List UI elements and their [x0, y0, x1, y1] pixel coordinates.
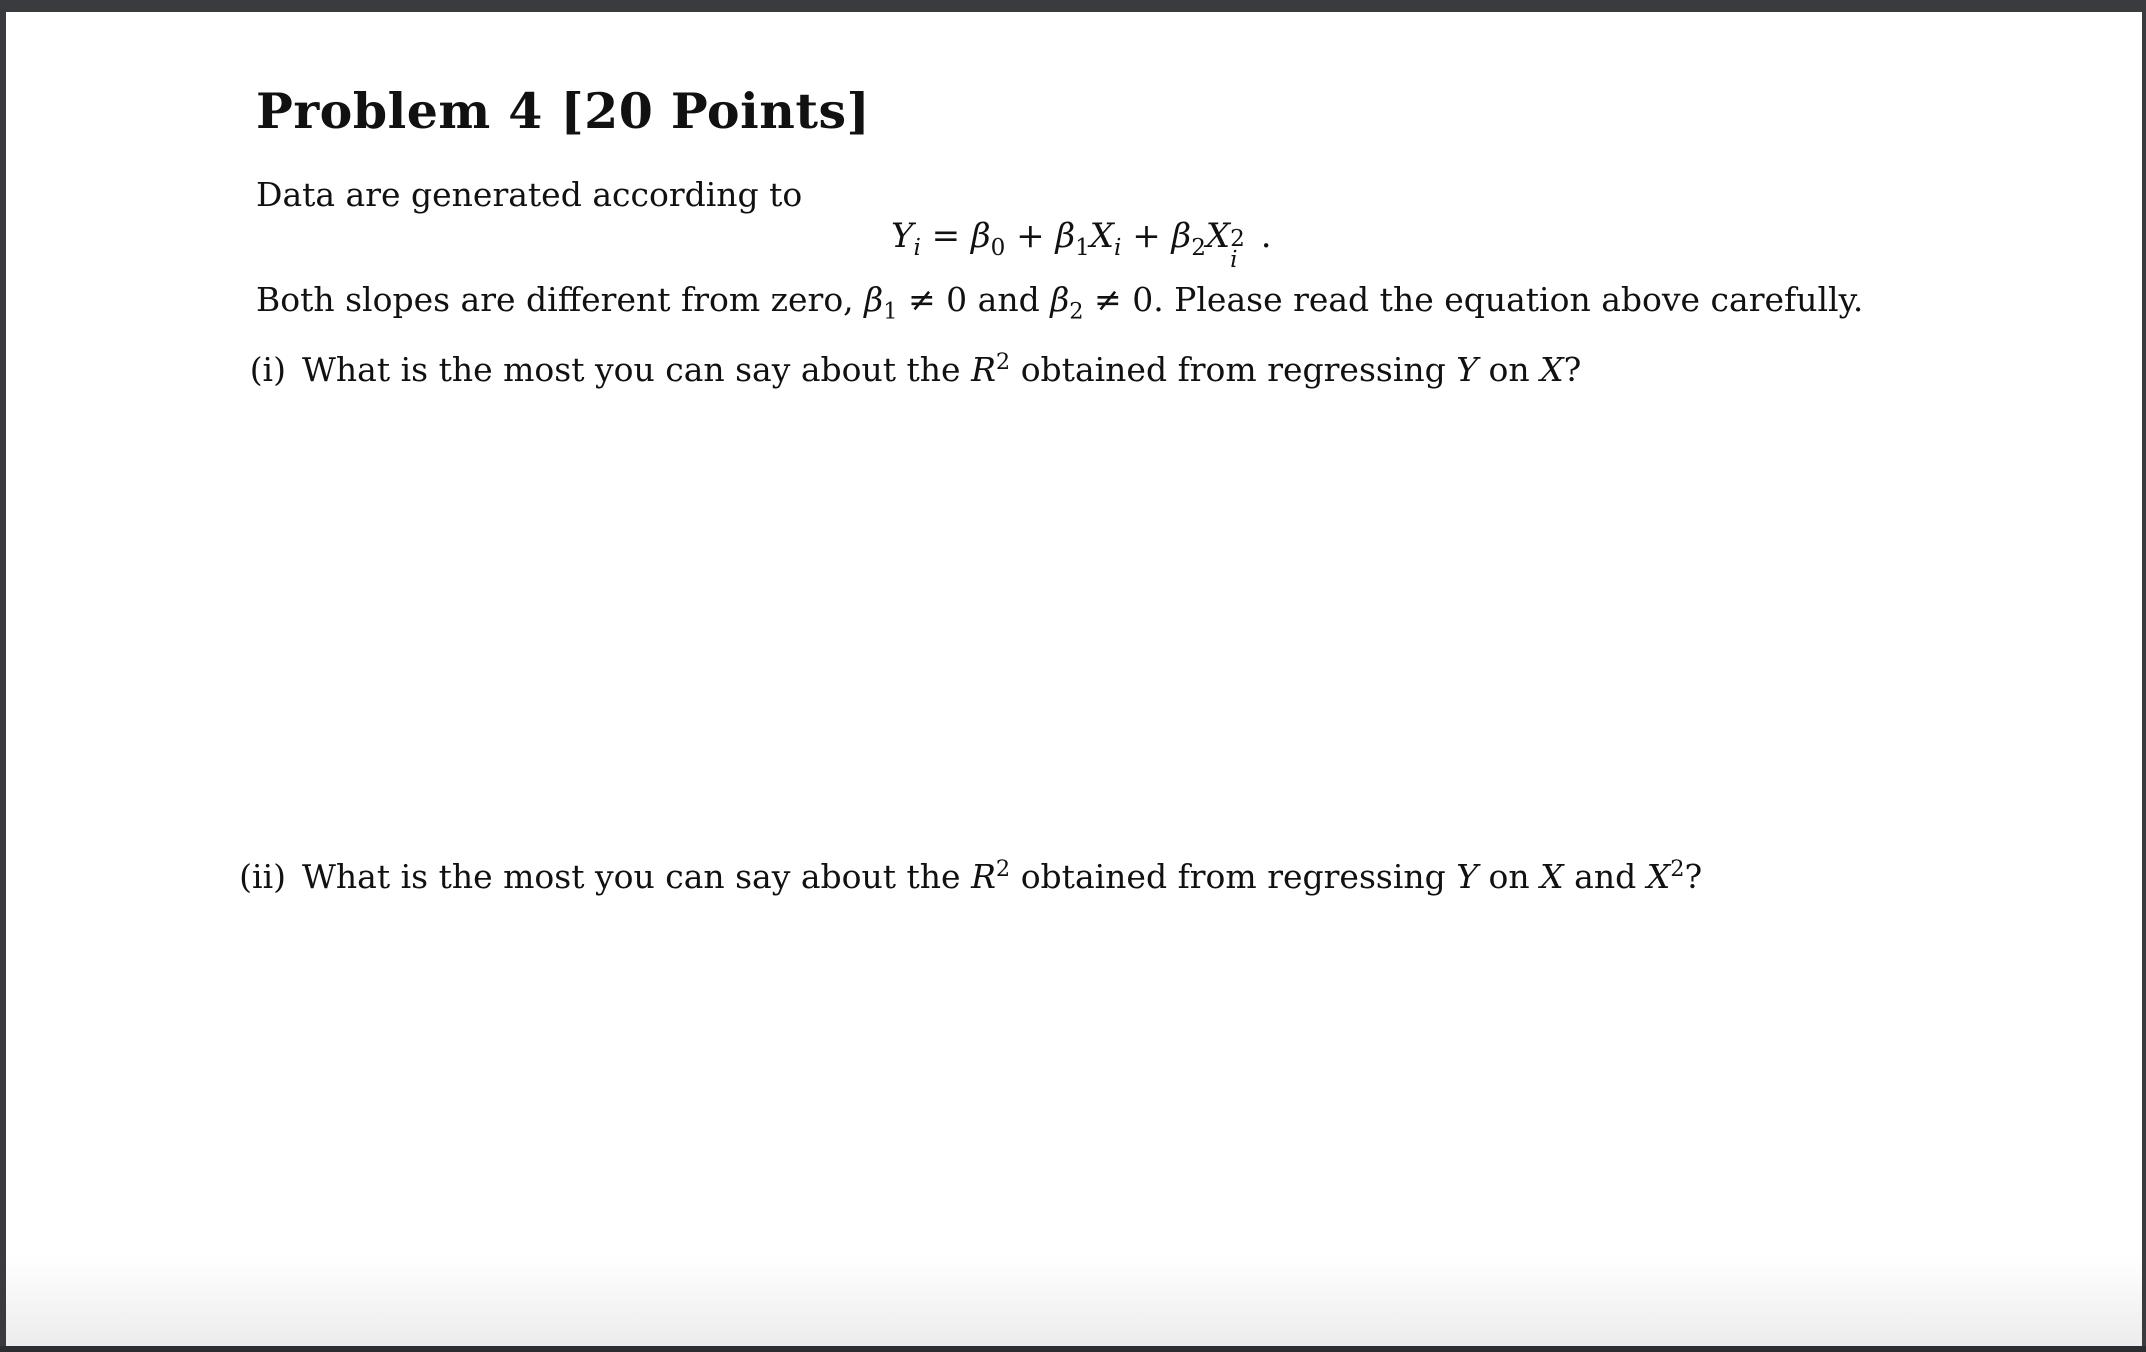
- eq-plus-1: +: [1005, 216, 1056, 256]
- eq-beta0: β: [970, 216, 991, 256]
- slopes-text-2: ≠ 0 and: [897, 280, 1051, 319]
- slopes-beta1: β: [864, 280, 884, 319]
- intro-text: Data are generated according to: [256, 175, 803, 214]
- slopes-statement: [256, 280, 1864, 325]
- eq-beta1: β: [1055, 216, 1076, 256]
- question-ii-text-1: What is the most you can say about the: [302, 857, 972, 896]
- question-i: [226, 350, 1581, 389]
- problem-title: Problem 4 [20 Points]: [256, 82, 871, 140]
- question-ii-y: Y: [1456, 857, 1479, 896]
- eq-beta2-sub: 2: [1191, 234, 1206, 261]
- question-i-on: on: [1478, 350, 1541, 389]
- eq-y: Y: [891, 216, 914, 256]
- question-ii-r: R: [971, 857, 996, 896]
- eq-period: .: [1260, 216, 1272, 256]
- document-page: [6, 12, 2142, 1346]
- page-bottom-fade: [6, 1256, 2142, 1346]
- eq-equals: =: [920, 216, 971, 256]
- slopes-text-1: Both slopes are different from zero,: [256, 280, 865, 319]
- eq-y-sub: i: [913, 234, 921, 261]
- eq-beta1-sub: 1: [1075, 234, 1090, 261]
- slopes-text-3: ≠ 0. Please read the equation above carefully.: [1083, 280, 1864, 319]
- question-ii-x2-sup: 2: [1670, 856, 1685, 882]
- viewer-bottom-edge: [0, 1346, 2146, 1352]
- question-ii-and: and: [1563, 857, 1647, 896]
- slopes-beta2: β: [1050, 280, 1070, 319]
- eq-x1: X: [1089, 216, 1115, 256]
- question-ii-x2: X: [1646, 857, 1671, 896]
- question-ii-x: X: [1540, 857, 1564, 896]
- slopes-beta1-sub: 1: [883, 298, 898, 325]
- eq-beta0-sub: 0: [990, 234, 1006, 261]
- question-ii-number: (ii): [239, 857, 286, 896]
- question-ii-text-2: obtained from regressing: [1010, 857, 1457, 896]
- question-ii-end: ?: [1684, 857, 1703, 896]
- eq-beta2: β: [1171, 216, 1192, 256]
- question-i-end: ?: [1563, 350, 1582, 389]
- question-ii: [219, 857, 1702, 896]
- question-ii-r-sup: 2: [995, 856, 1011, 882]
- eq-plus-2: +: [1121, 216, 1172, 256]
- question-i-r-sup: 2: [995, 349, 1011, 375]
- eq-x1-sub: i: [1114, 234, 1122, 261]
- slopes-beta2-sub: 2: [1069, 298, 1084, 325]
- question-i-y: Y: [1456, 350, 1479, 389]
- question-i-number: (i): [249, 350, 286, 389]
- question-i-text-1: What is the most you can say about the: [302, 350, 972, 389]
- eq-x2-sub: i: [1230, 246, 1238, 273]
- question-i-r: R: [971, 350, 996, 389]
- model-equation: $Y_i = \beta_0 + \beta_1X_i + \beta_2X$ 2 i .: [891, 216, 1272, 273]
- eq-x2: X: [1205, 216, 1231, 256]
- question-i-x: X: [1540, 350, 1564, 389]
- question-i-text-2: obtained from regressing: [1010, 350, 1457, 389]
- question-ii-on: on: [1478, 857, 1541, 896]
